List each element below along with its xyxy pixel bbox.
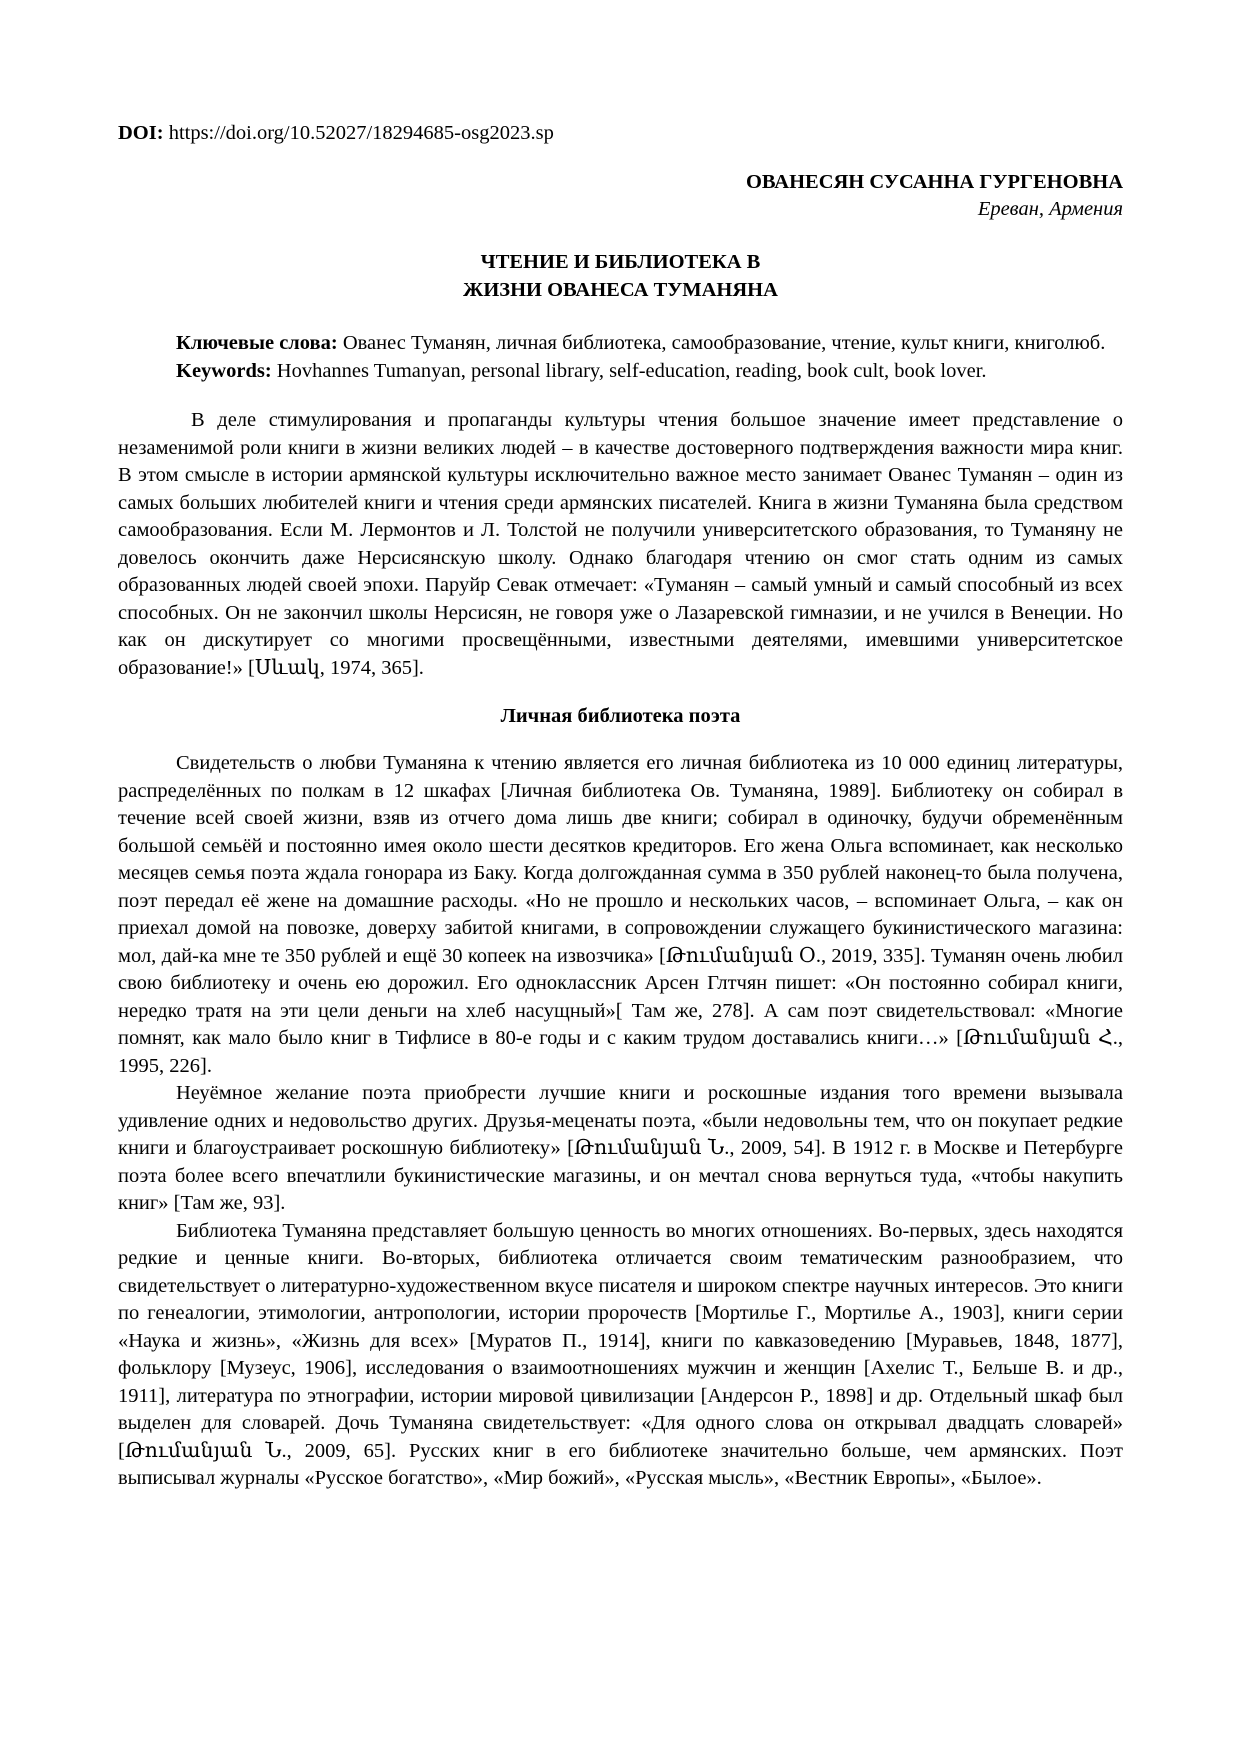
section-paragraph-1: Свидетельств о любви Туманяна к чтению является его личная библиотека из 10 000 единиц литературы, распределённых по полкам в 12 шкафах [Личная библиотека Ов. Туманяна, 1989]. Библиотеку он собирал в течение всей своей жизни, взяв из отчего дома лишь две книги; собирал в одиночку, будучи обременённым большой семьёй и постоянно имея около шести десятков кредиторов. Его жена Ольга вспоминает, как несколько месяцев семья поэта ждала гонорара из Баку. Когда долгожданная сумма в 350 рублей наконец-то была получена, поэт передал её жене на домашние расходы. «Но не прошло и нескольких часов, – вспоминает Ольга, – как он приехал домой на повозке, доверху забитой книгами, в сопровождении служащего букинистического магазина: мол, дай-ка мне те 350 рублей и ещё 30 копеек на извозчика» [Թումանյան Օ., 2019, 335]. Туманян очень любил свою библиотеку и очень ею дорожил. Его одноклассник Арсен Глтчян пишет: «Он постоянно собирал книги, нередко тратя на эти цели деньги на хлеб насущный»[ Там же, 278]. А сам поэт свидетельствовал: «Многие помнят, как мало было книг в Тифлисе в 80-е годы и с каким трудом доставались книги…» [Թումանյան Հ., 1995, 226].: [118, 752, 1123, 1077]
doi-link[interactable]: https://doi.org/10.52027/18294685-osg2023.sp: [168, 122, 554, 144]
section-paragraph-3: Библиотека Туманяна представляет большую ценность во многих отношениях. Во-первых, здесь находятся редкие и ценные книги. Во-вторых, библиотека отличается своим тематическим разнообразием, что свидетельствует о литературно-художественном вкусе писателя и широком спектре научных интересов. Это книги по генеалогии, этимологии, антропологии, истории пророчеств [Мортилье Г., Мортилье А., 1903], книги серии «Наука и жизнь», «Жизнь для всех» [Муратов П., 1914], книги по кавказоведению [Муравьев, 1848, 1877], фольклору [Музеус, 1906], исследования о взаимоотношениях мужчин и женщин [Ахелис Т., Бельше В. и др., 1911], литература по этнографии, истории мировой цивилизации [Андерсон Р., 1898] и др. Отдельный шкаф был выделен для словарей. Дочь Туманяна свидетельствует: «Для одного слова он открывал двадцать словарей» [Թումանյան Ն., 2009, 65]. Русских книг в его библиотеке значительно больше, чем армянских. Поэт выписывал журналы «Русское богатство», «Мир божий», «Русская мысль», «Вестник Европы», «Былое».: [118, 1219, 1123, 1489]
doi-label: DOI:: [118, 122, 164, 144]
title-line-1: ЧТЕНИЕ И БИБЛИОТЕКА В: [480, 251, 761, 273]
section-heading: Личная библиотека поэта: [500, 705, 741, 727]
author-block: [118, 168, 1123, 222]
section-paragraph-2: Неуёмное желание поэта приобрести лучшие книги и роскошные издания того времени вызывала удивление одних и недовольство других. Друзья-меценаты поэта, «были недовольны тем, что он покупает редкие книги и благоустраивает роскошную библиотеку» [Թումանյան Ն., 2009, 54]. В 1912 г. в Москве и Петербурге поэта более всего впечатлили букинистические магазины, и он мечтал снова вернуться туда, «чтобы накупить книг» [Там же, 93].: [118, 1082, 1123, 1214]
section-body: [118, 750, 1123, 1493]
keywords-ru: [118, 330, 1123, 358]
title-line-2: ЖИЗНИ ОВАНЕСА ТУМАНЯНА: [463, 279, 778, 301]
document-page: [118, 120, 1123, 1493]
keywords-block: [118, 330, 1123, 385]
keywords-en: [118, 358, 1123, 386]
intro-paragraph: В деле стимулирования и пропаганды культуры чтения большое значение имеет представление о незаменимой роли книги в жизни великих людей – в качестве достоверного подтверждения важности мира книг. В этом смысле в истории армянской культуры исключительно важное место занимает Ованес Туманян – один из самых больших любителей книги и чтения среди армянских писателей. Книга в жизни Туманяна была средством самообразования. Если М. Лермонтов и Л. Толстой не получили университетского образования, то Туманяну не довелось окончить даже Нерсисянскую школу. Однако благодаря чтению он смог стать одним из самых образованных людей своей эпохи. Паруйр Севак отмечает: «Туманян – самый умный и самый способный из всех способных. Он не закончил школы Нерсисян, не говоря уже о Лазаревской гимназии, и не учился в Венеции. Но как он дискутирует со многими просвещёнными, известными деятелями, имевшими университетское образование!» [Սևակ, 1974, 365].: [118, 409, 1123, 679]
author-name: ОВАНЕСЯН СУСАННА ГУРГЕНОВНА: [745, 171, 1123, 193]
intro-section: [118, 407, 1123, 682]
keywords-en-label: Keywords:: [176, 359, 272, 382]
doi-line: [118, 120, 1123, 146]
keywords-en-text: Hovhannes Tumanyan, personal library, self-education, reading, book cult, book lover.: [276, 359, 987, 382]
author-place: Ереван, Армения: [977, 198, 1123, 220]
keywords-ru-text: Ованес Туманян, личная библиотека, самообразование, чтение, культ книги, книголюб.: [342, 332, 1106, 354]
article-title: [118, 248, 1123, 304]
keywords-ru-label: Ключевые слова:: [176, 332, 338, 354]
